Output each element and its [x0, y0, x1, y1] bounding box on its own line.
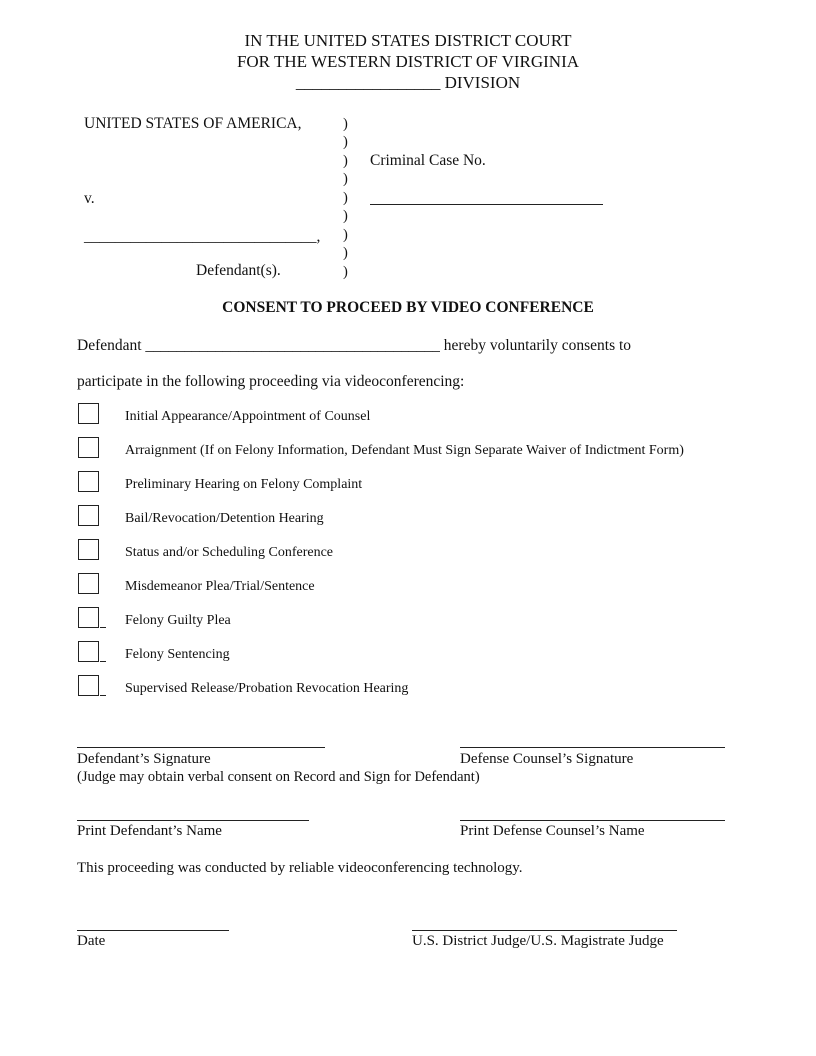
checkbox-underline	[100, 695, 106, 696]
defendant-name-blank[interactable]: ______________________________,	[84, 228, 321, 245]
district-name: FOR THE WESTERN DISTRICT OF VIRGINIA	[236, 52, 580, 71]
case-number-field[interactable]	[370, 204, 603, 205]
proceeding-label: Bail/Revocation/Detention Hearing	[125, 511, 324, 526]
paren: )	[343, 208, 348, 224]
counsel-signature-line[interactable]	[460, 747, 725, 748]
versus-label: v.	[84, 190, 95, 207]
checkbox-bail-hearing[interactable]	[78, 505, 99, 526]
paren: )	[343, 134, 348, 150]
checkbox-preliminary-hearing[interactable]	[78, 471, 99, 492]
division-line: _________________ DIVISION	[295, 73, 521, 92]
checkbox-arraignment[interactable]	[78, 437, 99, 458]
counsel-signature-label: Defense Counsel’s Signature	[460, 751, 634, 767]
counsel-name-line[interactable]	[460, 820, 725, 821]
conduct-statement: This proceeding was conducted by reliable videoconferencing technology.	[77, 860, 523, 876]
proceeding-label: Status and/or Scheduling Conference	[125, 545, 334, 560]
paren: )	[343, 153, 348, 169]
checkbox-misdemeanor[interactable]	[78, 573, 99, 594]
checkbox-felony-sentencing[interactable]	[78, 641, 99, 662]
proceeding-label: Preliminary Hearing on Felony Complaint	[125, 477, 363, 492]
proceeding-label: Felony Guilty Plea	[125, 613, 231, 628]
court-name: IN THE UNITED STATES DISTRICT COURT	[244, 31, 572, 50]
checkbox-felony-guilty-plea[interactable]	[78, 607, 99, 628]
proceeding-label: Initial Appearance/Appointment of Counsel	[125, 409, 371, 424]
defendant-name-label: Print Defendant’s Name	[77, 823, 222, 839]
paren: )	[343, 171, 348, 187]
defendant-signature-line[interactable]	[77, 747, 325, 748]
case-number-label: Criminal Case No.	[370, 152, 486, 169]
checkbox-supervised-release[interactable]	[78, 675, 99, 696]
form-title: CONSENT TO PROCEED BY VIDEO CONFERENCE	[222, 299, 594, 316]
proceeding-label: Misdemeanor Plea/Trial/Sentence	[125, 579, 315, 594]
paren: )	[343, 190, 348, 206]
counsel-name-label: Print Defense Counsel’s Name	[460, 823, 645, 839]
paren: )	[343, 116, 348, 132]
proceeding-label: Arraignment (If on Felony Information, Defendant Must Sign Separate Waiver of Indictment Form)	[125, 443, 684, 458]
checkbox-status-conference[interactable]	[78, 539, 99, 560]
checkbox-underline	[100, 627, 106, 628]
proceeding-label: Felony Sentencing	[125, 647, 230, 662]
defendant-signature-label: Defendant’s Signature	[77, 751, 211, 767]
date-line[interactable]	[77, 930, 229, 931]
consent-text-line2: participate in the following proceeding via videoconferencing:	[77, 373, 465, 390]
consent-text-line1: Defendant ______________________________________ hereby voluntarily consents to	[77, 337, 632, 354]
paren: )	[343, 227, 348, 243]
paren: )	[343, 245, 348, 261]
paren: )	[343, 264, 348, 280]
date-label: Date	[77, 933, 106, 949]
verbal-consent-note: (Judge may obtain verbal consent on Record and Sign for Defendant)	[77, 769, 480, 785]
defendant-label: Defendant(s).	[196, 262, 281, 279]
defendant-name-line[interactable]	[77, 820, 309, 821]
checkbox-underline	[100, 661, 106, 662]
judge-signature-line[interactable]	[412, 930, 677, 931]
proceeding-label: Supervised Release/Probation Revocation Hearing	[125, 681, 409, 696]
judge-label: U.S. District Judge/U.S. Magistrate Judge	[412, 933, 664, 949]
plaintiff-name: UNITED STATES OF AMERICA,	[84, 115, 302, 132]
checkbox-initial-appearance[interactable]	[78, 403, 99, 424]
